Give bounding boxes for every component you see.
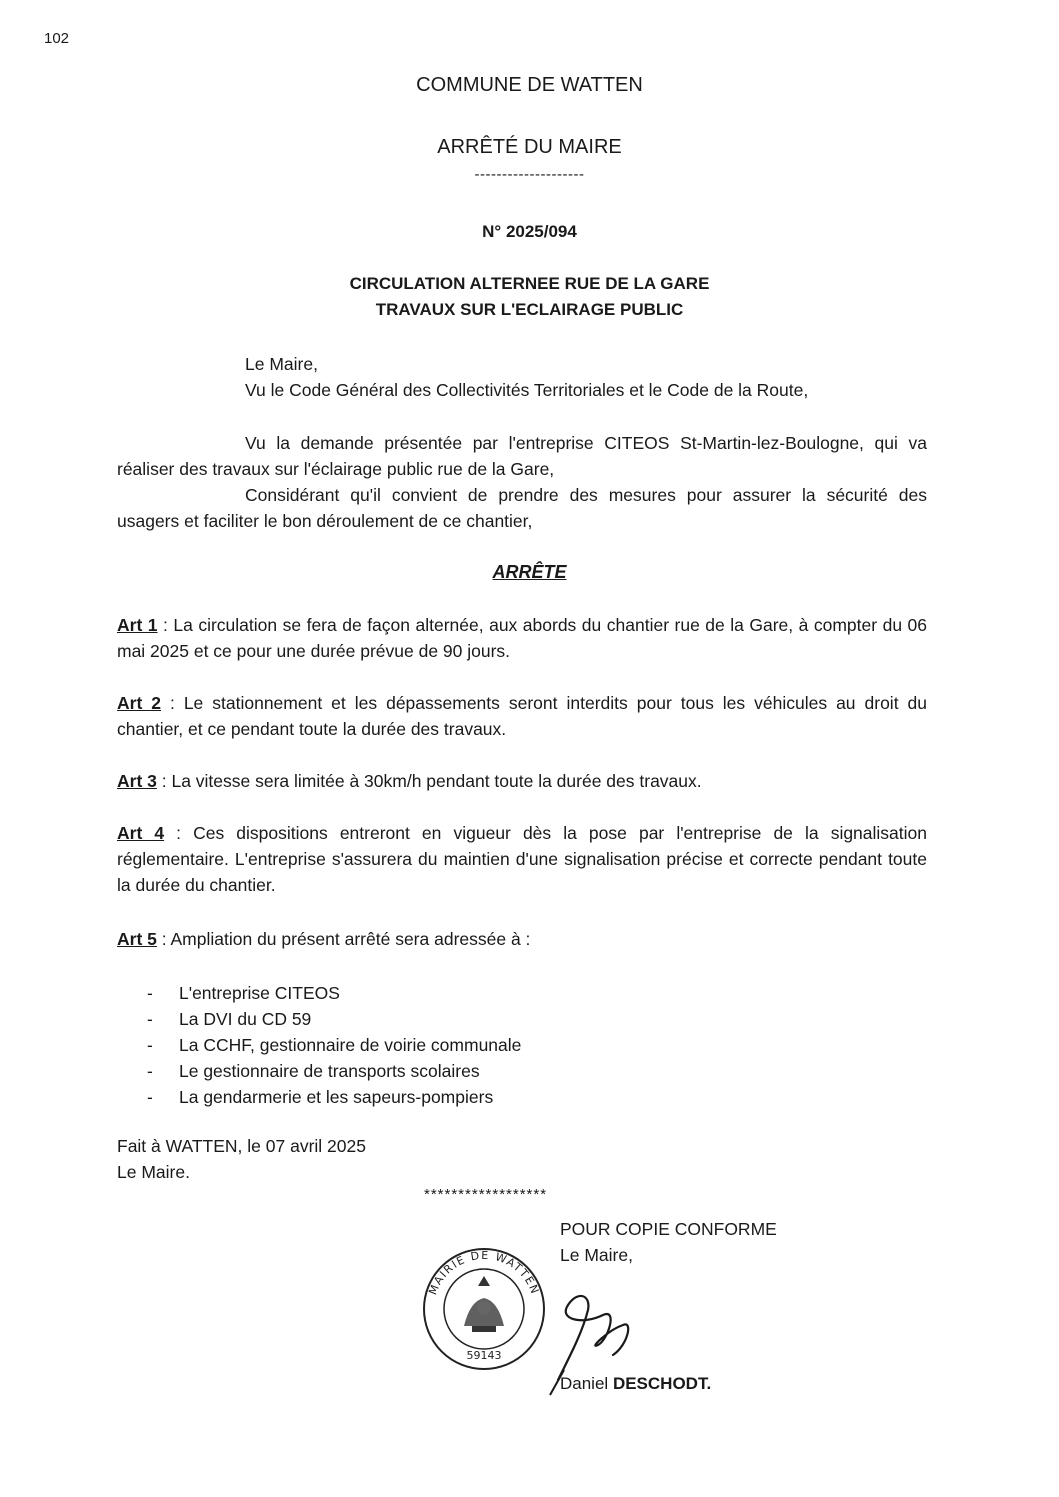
seal-postcode: 59143 [466, 1349, 502, 1362]
document-type-title: ARRÊTÉ DU MAIRE [437, 136, 622, 158]
article-text: : Le stationnement et les dépassements seront interdits pour tous les véhicules au droit du chantier, et ce pendant toute la durée des travaux. [117, 693, 928, 739]
article-text: : La circulation se fera de façon alternée, aux abords du chantier rue de la Gare, à compter du 06 mai 2025 et ce pour une durée prévue de 90 jours. [117, 615, 928, 661]
article-label: Art 2 [117, 693, 161, 713]
list-item [147, 980, 521, 1006]
list-dash: - [147, 1035, 153, 1055]
list-dash: - [147, 983, 153, 1003]
list-dash: - [147, 1009, 153, 1029]
article-text: : Ces dispositions entreront en vigueur dès la pose par l'entreprise de la signalisation réglementaire. L'entreprise s'assurera du maintien d'une signalisation précise et correcte pendant toute la durée du chantier. [117, 823, 927, 895]
page-number: 102 [44, 30, 70, 47]
recipient-text: La DVI du CD 59 [179, 1009, 312, 1029]
article-4 [117, 820, 927, 898]
signer-name [560, 1374, 711, 1394]
list-item [147, 1032, 521, 1058]
seal-text-top: MAIRIE DE WATTEN [426, 1248, 542, 1297]
article-label: Art 1 [117, 615, 158, 635]
article-1 [117, 612, 927, 664]
signature-le-maire: Le Maire, [560, 1245, 633, 1265]
recipient-text: La CCHF, gestionnaire de voirie communale [179, 1035, 522, 1055]
subject-line-1: CIRCULATION ALTERNEE RUE DE LA GARE [349, 274, 710, 293]
recipient-text: La gendarmerie et les sapeurs-pompiers [179, 1087, 494, 1107]
list-item [147, 1058, 521, 1084]
list-dash: - [147, 1061, 153, 1081]
signer-first-name: Daniel [560, 1374, 609, 1393]
list-dash: - [147, 1087, 153, 1107]
article-label: Art 5 [117, 929, 157, 949]
preamble-vu-demande: Vu la demande présentée par l'entreprise CITEOS St-Martin-lez-Boulogne, qui va réaliser des travaux sur l'éclairage public rue de la Gare, [117, 433, 927, 479]
article-text: : La vitesse sera limitée à 30km/h pendant toute la durée des travaux. [156, 771, 702, 791]
article-text: : Ampliation du présent arrêté sera adressée à : [156, 929, 531, 949]
list-item [147, 1084, 521, 1110]
list-item [147, 1006, 521, 1032]
commune-title: COMMUNE DE WATTEN [416, 74, 643, 96]
preamble-considerant: Considérant qu'il convient de prendre des mesures pour assurer la sécurité des usagers et faciliter le bon déroulement de ce chantier, [117, 485, 927, 531]
decree-number: N° 2025/094 [482, 222, 577, 241]
arrete-heading: ARRÊTE [492, 562, 567, 582]
fait-le-maire: Le Maire. [117, 1162, 190, 1182]
signer-last-name: DESCHODT. [612, 1374, 712, 1393]
preamble-le-maire: Le Maire, [245, 354, 318, 374]
stars-divider: ****************** [424, 1186, 548, 1203]
title-divider: -------------------- [474, 166, 585, 183]
article-5 [117, 926, 927, 952]
recipients-list [147, 980, 521, 1110]
article-2 [117, 690, 927, 742]
recipient-text: L'entreprise CITEOS [179, 983, 340, 1003]
article-label: Art 4 [117, 823, 165, 843]
seal-emblem [464, 1276, 504, 1332]
article-label: Art 3 [117, 771, 157, 791]
recipient-text: Le gestionnaire de transports scolaires [179, 1061, 480, 1081]
article-3 [117, 768, 927, 794]
copie-conforme-label: POUR COPIE CONFORME [560, 1219, 777, 1239]
preamble-vu-code: Vu le Code Général des Collectivités Territoriales et le Code de la Route, [245, 380, 809, 400]
fait-a-date: Fait à WATTEN, le 07 avril 2025 [117, 1136, 366, 1156]
copy-conforme-block [560, 1216, 777, 1268]
subject-line-2: TRAVAUX SUR L'ECLAIRAGE PUBLIC [375, 300, 684, 319]
